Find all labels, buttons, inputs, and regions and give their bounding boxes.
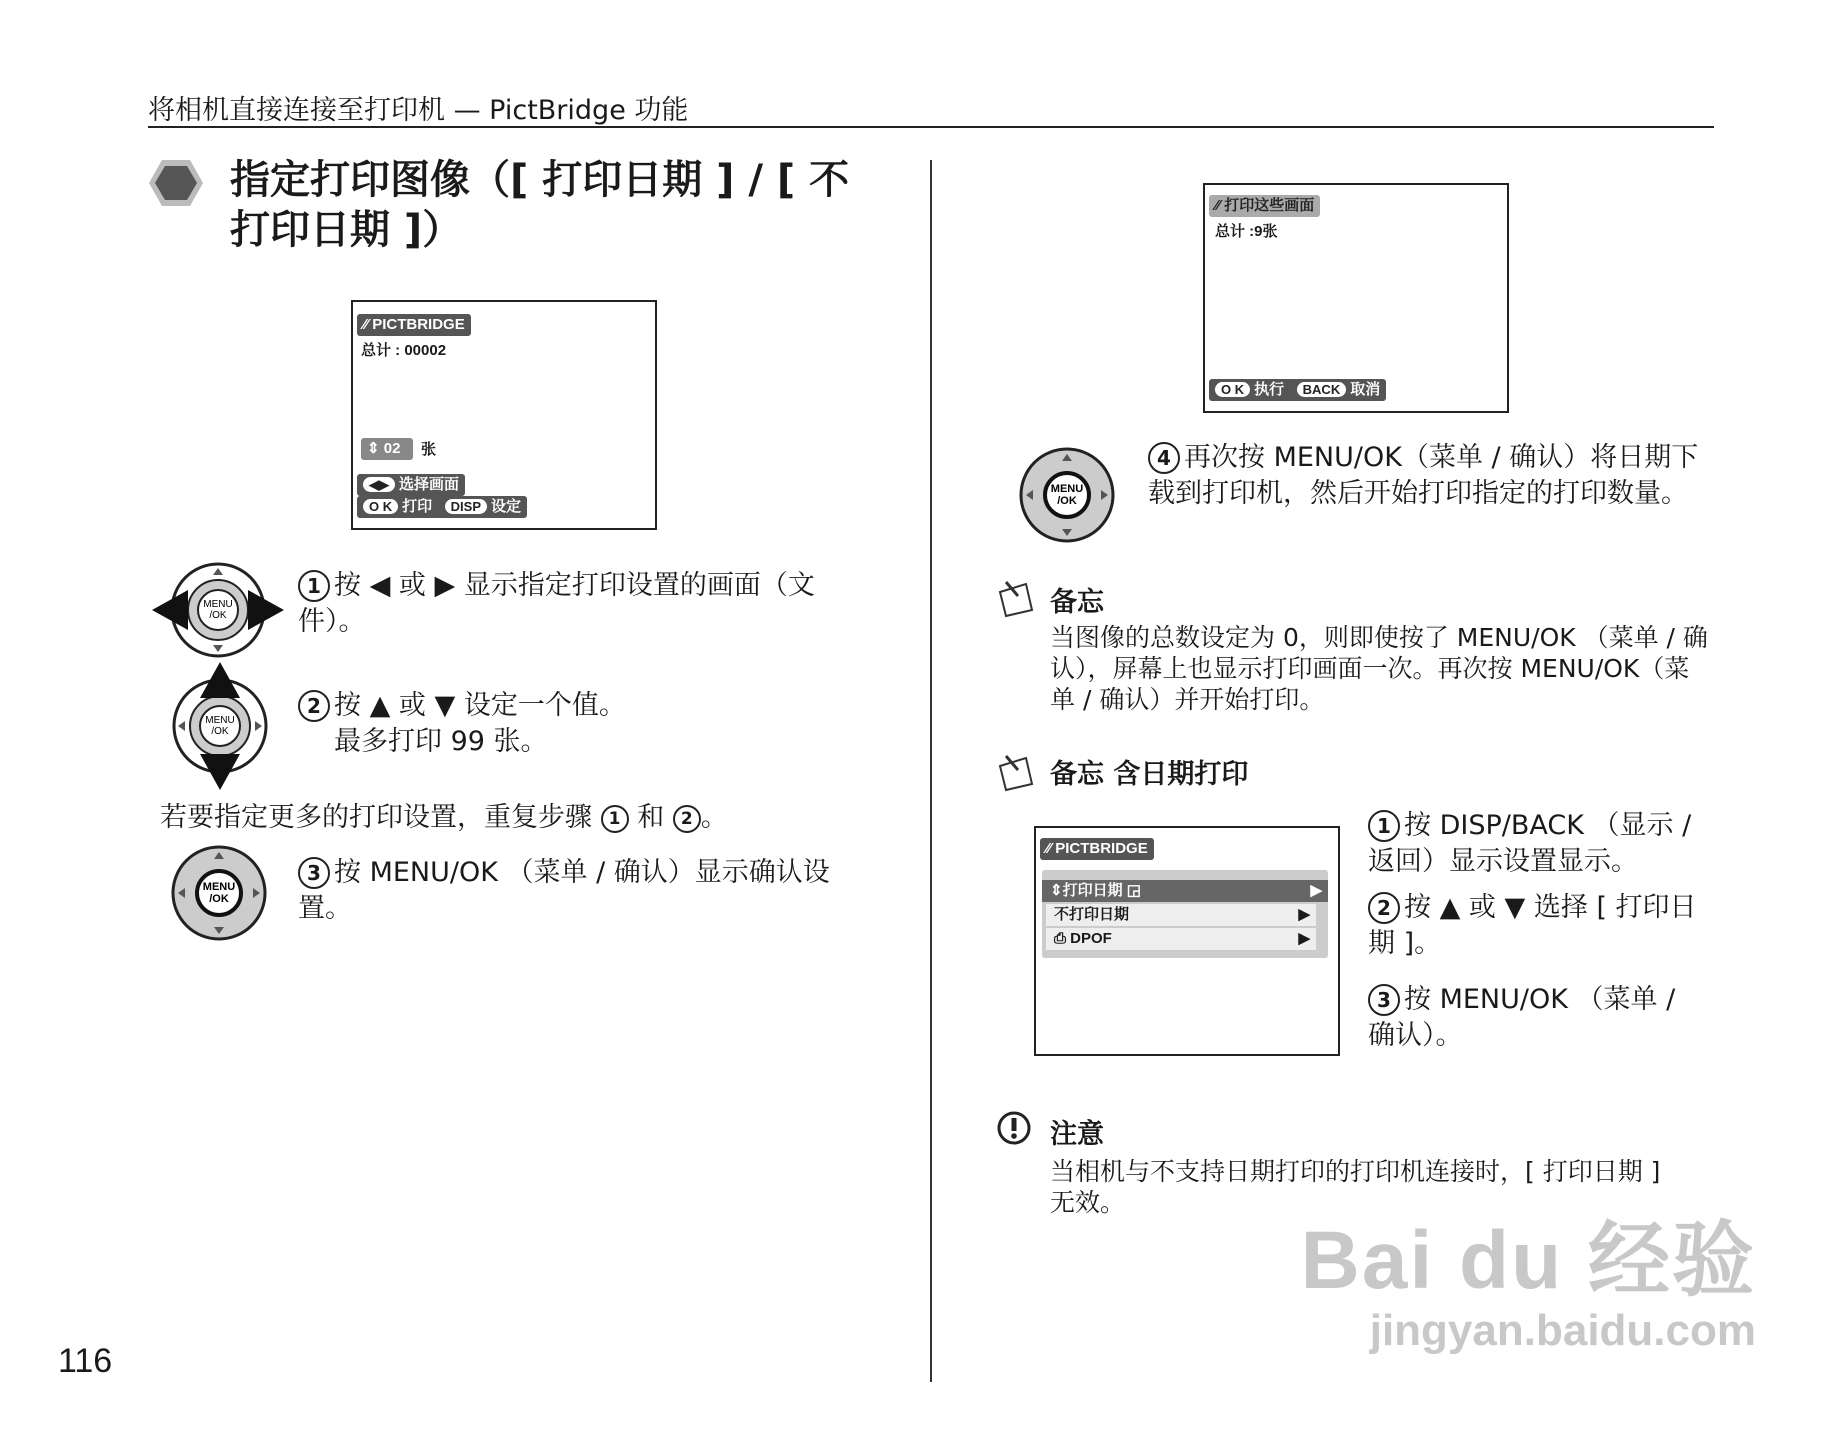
step-2-note: 最多打印 99 张。: [334, 726, 548, 757]
total-count: 总计 : 00002: [361, 342, 447, 359]
section-hexagon-icon: [148, 158, 204, 208]
date-screen-title-bar: ⁄⁄ PICTBRIDGE: [1040, 838, 1154, 860]
pad-left-right-icon: [150, 560, 286, 660]
camera-screen-date-menu: [1034, 826, 1340, 1056]
date-step-1: 1 按 DISP/BACK （显示 / 返回）显示设置显示。: [1368, 810, 1692, 877]
watermark-brand: Bai du 经验: [1300, 1215, 1756, 1306]
menu-item-no-date[interactable]: 不打印日期 ▶: [1046, 904, 1316, 926]
svg-text:MENU: MENU: [1050, 483, 1084, 495]
memo-text: 当图像的总数设定为 0，则即使按了 MENU/OK （菜单 / 确认），屏幕上也显示打印画面一次。再次按 MENU/OK（菜单 / 确认）并开始打印。: [1050, 623, 1708, 714]
date-stamp-icon: ◲: [1126, 882, 1141, 899]
memo-pencil-icon: [996, 578, 1036, 618]
arrow-right-icon: ▶: [1298, 930, 1310, 947]
svg-text:/OK: /OK: [1057, 495, 1077, 507]
menu-item-print-date[interactable]: ⇕打印日期 ◲ ▶: [1042, 880, 1328, 902]
page-number: 116: [58, 1342, 113, 1380]
caution-text: 当相机与不支持日期打印的打印机连接时，[ 打印日期 ] 无效。: [1050, 1157, 1661, 1217]
updown-icon: ⇕: [1050, 882, 1063, 899]
step-2: 2 按 ▲ 或 ▼ 设定一个值。 最多打印 99 张。: [298, 688, 818, 760]
running-header: 将相机直接连接至打印机 — PictBridge 功能: [148, 95, 689, 126]
pictbridge-icon: ⁄⁄: [363, 316, 373, 333]
caution-exclamation-icon: [996, 1110, 1032, 1146]
step-1: 1 按 ◀ 或 ▶ 显示指定打印设置的画面（文件）。: [298, 570, 815, 637]
memo-heading: 备忘: [1050, 587, 1104, 618]
memo-pencil-icon: [996, 752, 1036, 792]
camera-screen-pictbridge: [351, 300, 657, 530]
printer-icon: ⎙: [1054, 930, 1071, 947]
hint-print-set: O K 打印 DISP 设定: [357, 496, 527, 518]
baidu-watermark: [1301, 1195, 1756, 1356]
section-title: 指定打印图像（[ 打印日期 ] / [ 不打印日期 ]）: [230, 157, 850, 253]
count-unit: 张: [421, 441, 437, 458]
column-divider: [930, 160, 932, 1382]
memo-date-heading: 备忘 含日期打印: [1050, 759, 1249, 790]
confirm-hints: O K 执行 BACK 取消: [1209, 379, 1386, 401]
confirm-title-bar: ⁄⁄ 打印这些画面: [1209, 195, 1320, 217]
pad-menu-ok-icon: [170, 844, 268, 942]
camera-screen-confirm: [1203, 183, 1509, 413]
pictbridge-icon: ⁄⁄: [1215, 197, 1225, 214]
screen-title-bar: ⁄⁄ PICTBRIDGE: [357, 314, 471, 336]
pictbridge-icon: ⁄⁄: [1046, 840, 1056, 857]
repeat-instruction: 若要指定更多的打印设置，重复步骤 1 和 2 。: [160, 802, 728, 833]
svg-text:/OK: /OK: [211, 726, 229, 737]
updown-icon: ⇕: [367, 440, 384, 457]
svg-text:MENU: MENU: [202, 881, 236, 893]
svg-text:MENU: MENU: [205, 715, 235, 726]
svg-text:/OK: /OK: [209, 893, 229, 905]
date-step-2: 2 按 ▲ 或 ▼ 选择 [ 打印日期 ]。: [1368, 892, 1697, 959]
svg-text:MENU: MENU: [203, 599, 233, 610]
svg-text:/OK: /OK: [209, 610, 227, 621]
step-4: 4 再次按 MENU/OK（菜单 / 确认）将日期下载到打印机，然后开始打印指定的打印数量。: [1148, 442, 1699, 509]
pad-up-down-icon: [166, 660, 274, 792]
left-right-icon: ◀▶: [363, 477, 395, 492]
arrow-right-icon: ▶: [1298, 906, 1310, 923]
date-step-3: 3 按 MENU/OK （菜单 / 确认）。: [1368, 984, 1676, 1051]
hint-select: ◀▶ 选择画面: [357, 474, 465, 496]
pad-menu-ok-icon: [1018, 446, 1116, 544]
watermark-url: jingyan.baidu.com: [1369, 1306, 1756, 1355]
confirm-total: 总计 :9张: [1215, 223, 1278, 240]
header-rule: [148, 126, 1714, 128]
caution-heading: 注意: [1050, 1119, 1104, 1150]
arrow-right-icon: ▶: [1310, 882, 1322, 899]
count-spinner: ⇕ 02: [361, 438, 413, 460]
step-3: 3 按 MENU/OK （菜单 / 确认）显示确认设置。: [298, 857, 830, 924]
menu-item-dpof[interactable]: ⎙ DPOF ▶: [1046, 928, 1316, 950]
